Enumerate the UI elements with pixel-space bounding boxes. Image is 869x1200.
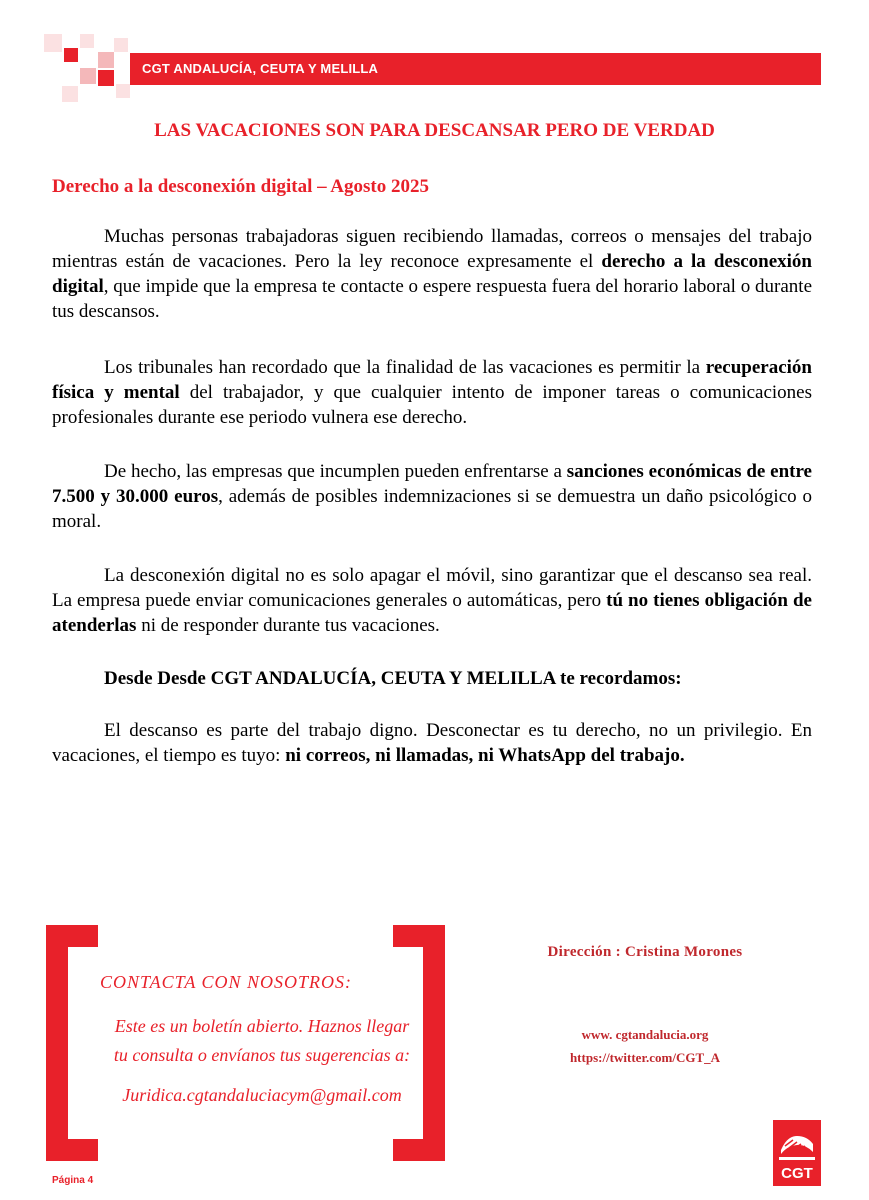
contact-email[interactable]: Juridica.cgtandaluciacym@gmail.com (122, 1085, 402, 1105)
hands-icon (773, 1124, 821, 1168)
header-square (80, 34, 94, 48)
right-bracket-top (393, 925, 445, 947)
twitter-link[interactable]: https://twitter.com/CGT_A (569, 1050, 721, 1065)
right-bracket-bottom (393, 1139, 445, 1161)
left-bracket-top (46, 925, 98, 947)
page-number: Página 4 (52, 1175, 94, 1186)
header-org: CGT ANDALUCÍA, CEUTA Y MELILLA (142, 61, 379, 76)
direction-credit: Dirección : Cristina Morones (547, 944, 743, 960)
header-square (98, 52, 114, 68)
right-bracket (423, 925, 445, 1161)
notice-line: Desde Desde CGT ANDALUCÍA, CEUTA Y MELILLA te recordamos: (104, 668, 682, 689)
article-subtitle: Derecho a la desconexión digital – Agosto 2025 (52, 176, 430, 197)
paragraph-2: Los tribunales han recordado que la finalidad de las vacaciones es permitir la recuperación física y mental del trabajador, y que cualquier intento de imponer tareas o comunicaciones profesionales durante ese periodo vulnera ese derecho. (52, 357, 812, 428)
paragraph-3: De hecho, las empresas que incumplen pueden enfrentarse a sanciones económicas de entre 7.500 y 30.000 euros, además de posibles indemnizaciones si se demuestra un daño psicológico o moral. (52, 461, 813, 532)
header-square (114, 38, 128, 52)
cgt-logo (773, 1120, 821, 1186)
header-square (44, 34, 62, 52)
left-bracket-bottom (46, 1139, 98, 1161)
logo-text: CGT (781, 1165, 813, 1182)
paragraph-1: Muchas personas trabajadoras siguen recibiendo llamadas, correos o mensajes del trabajo mientras están de vacaciones. Pero la ley reconoce expresamente el derecho a la desconexión digital, que impide que la empresa te contacte o espere respuesta fuera del horario laboral o durante tus descansos. (52, 226, 812, 322)
contact-title: CONTACTA CON NOSOTROS: (100, 972, 353, 992)
header-square (98, 70, 114, 86)
header-square (62, 86, 78, 102)
paragraph-5: El descanso es parte del trabajo digno. Desconectar es tu derecho, no un privilegio. En vacaciones, el tiempo es tuyo: ni correos, ni llamadas, ni WhatsApp del trabajo. (52, 720, 812, 766)
website-link[interactable]: www. cgtandalucia.org (581, 1027, 709, 1042)
contact-line-1: Este es un boletín abierto. Haznos llegar (114, 1016, 410, 1036)
header-square (80, 68, 96, 84)
left-bracket (46, 925, 68, 1161)
page-title: LAS VACACIONES SON PARA DESCANSAR PERO DE VERDAD (154, 120, 715, 141)
header-bar (130, 53, 821, 85)
header-square (116, 84, 130, 98)
paragraph-4: La desconexión digital no es solo apagar el móvil, sino garantizar que el descanso sea real. La empresa puede enviar comunicaciones generales o automáticas, pero tú no tienes obligación de atenderlas ni de responder durante tus vacaciones. (52, 565, 812, 636)
contact-line-2: tu consulta o envíanos tus sugerencias a: (113, 1045, 411, 1065)
header-square (64, 48, 78, 62)
